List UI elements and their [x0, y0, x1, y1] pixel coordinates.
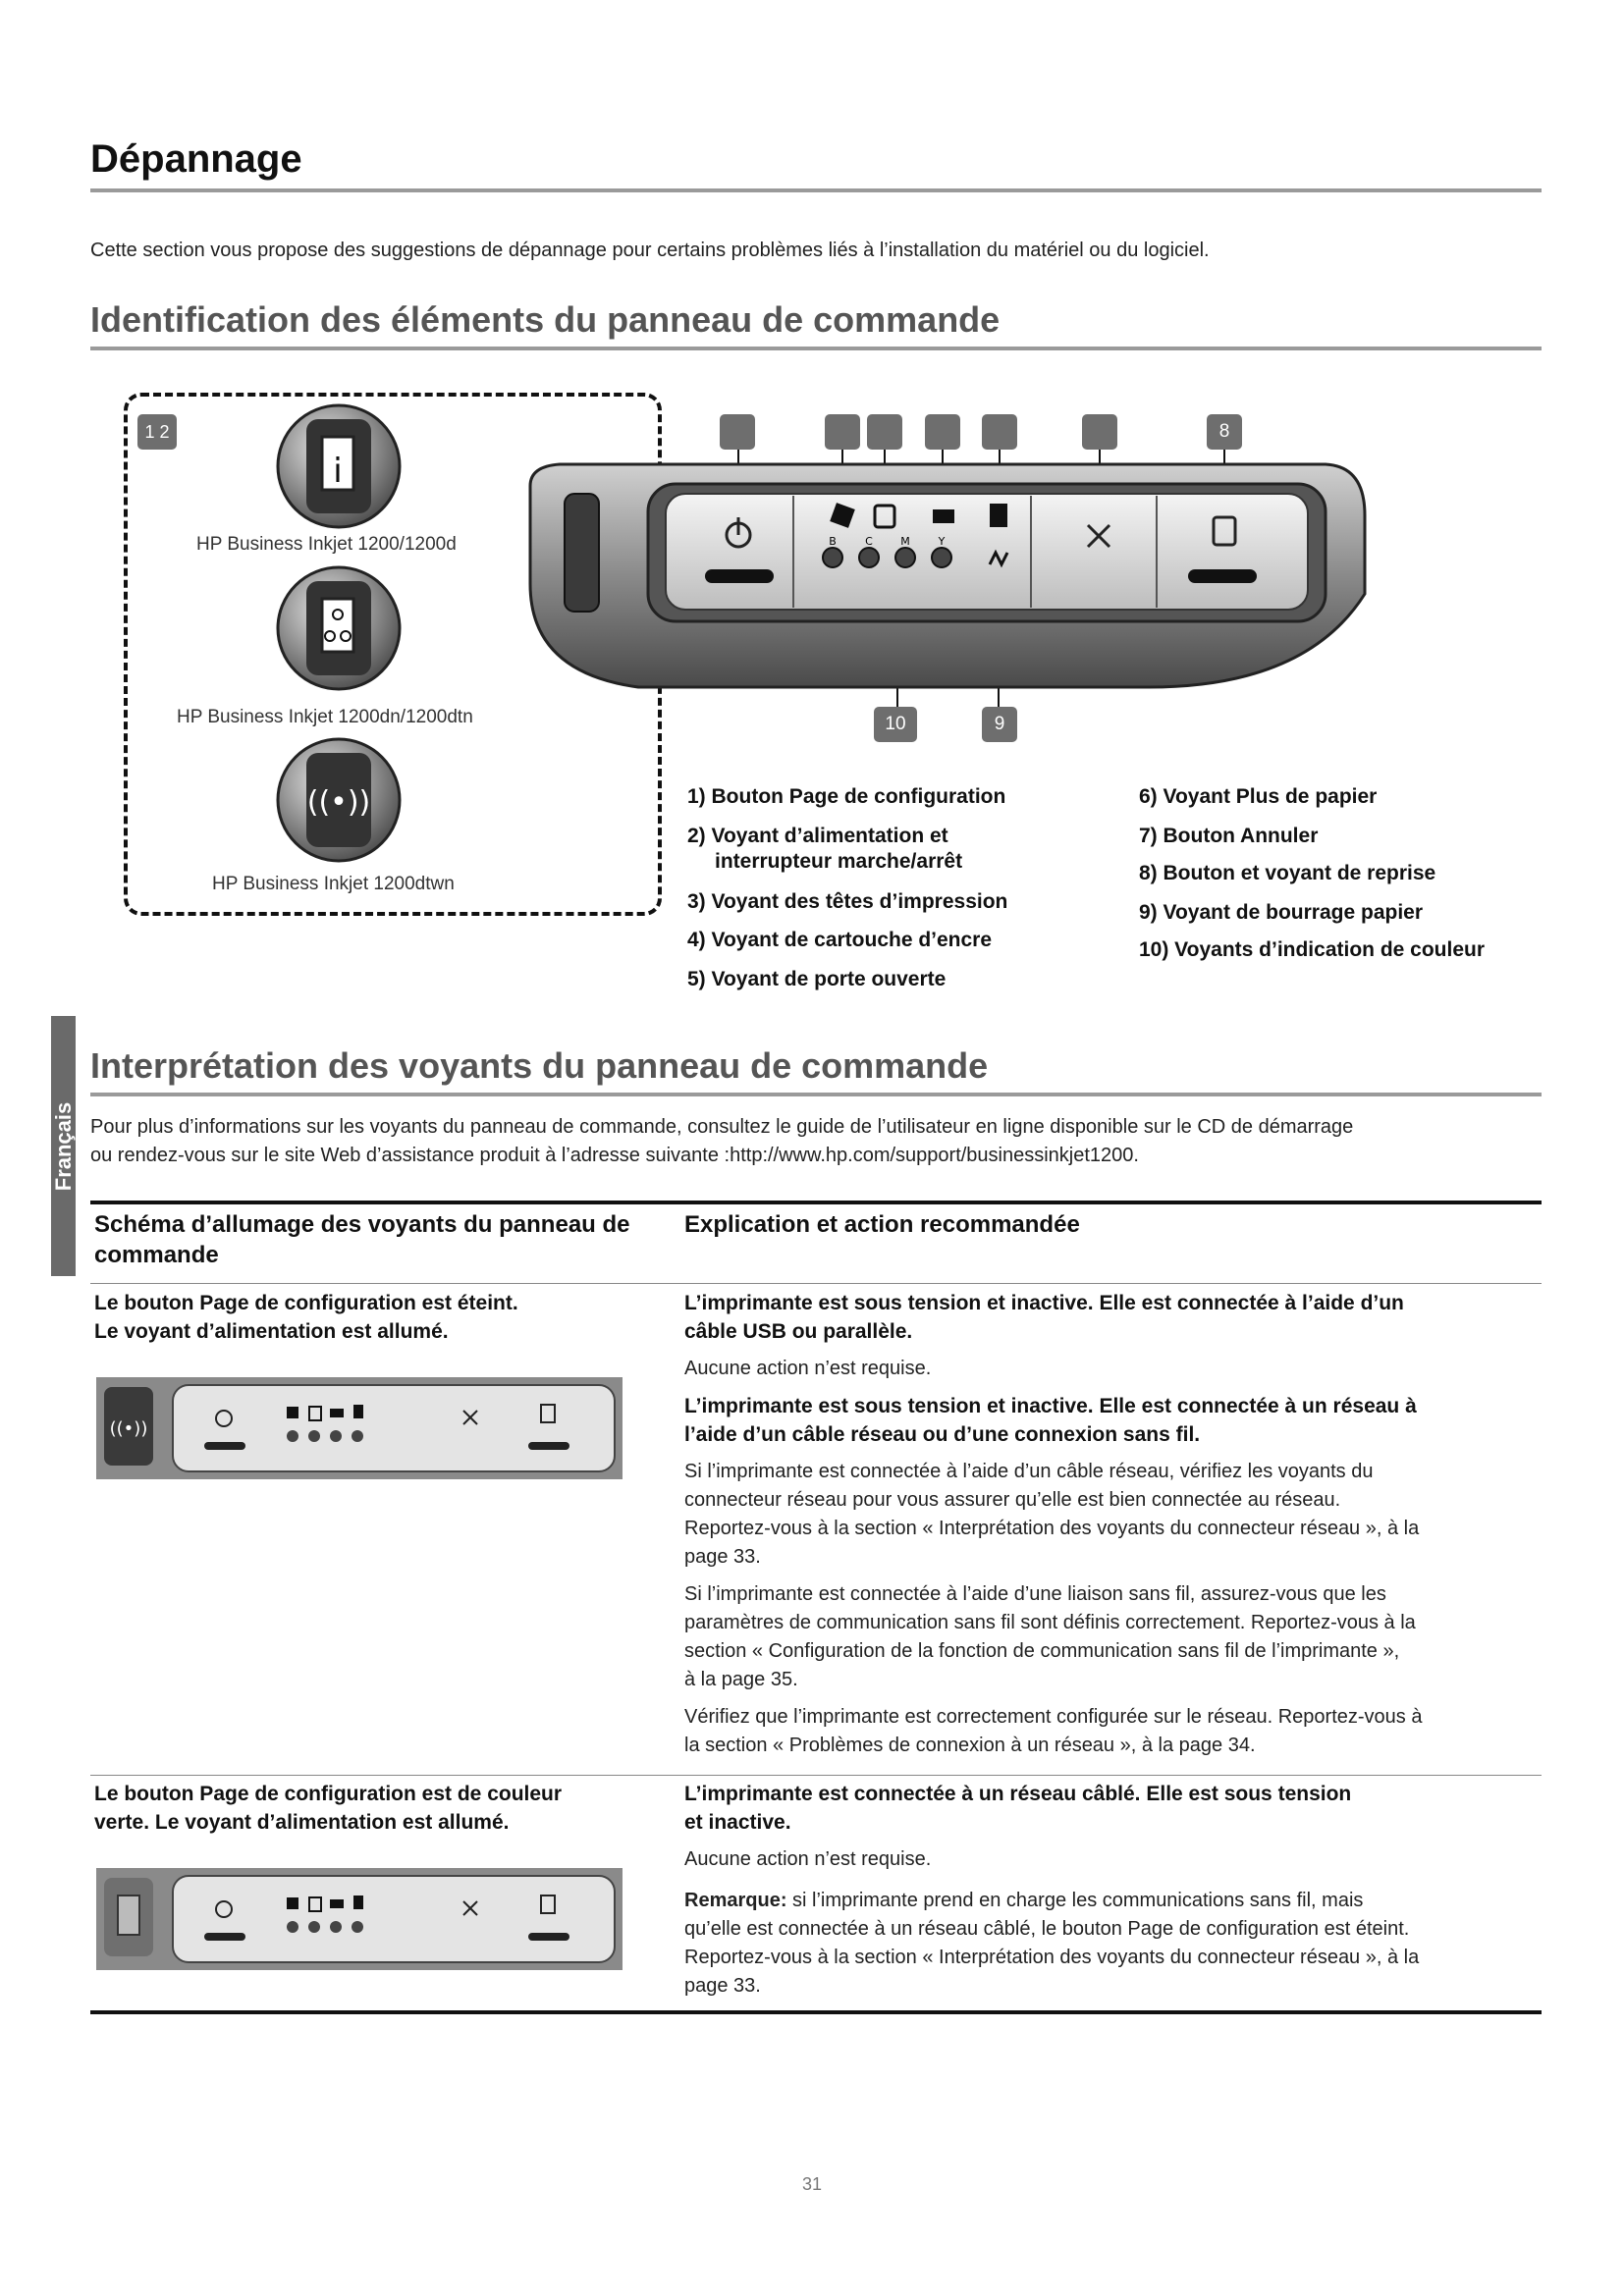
callout-3: [825, 414, 860, 450]
table-top-rule: [90, 1201, 1542, 1204]
network-config-icon: [278, 567, 400, 689]
row2-note-l3: Reportez-vous à la section « Interprétation des voyants du connecteur réseau », à la: [684, 1947, 1420, 1968]
legend-item-8: 8) Bouton et voyant de reprise: [1139, 862, 1436, 884]
row1-normal2-l3: Reportez-vous à la section « Interprétation des voyants du connecteur réseau », à la: [684, 1518, 1420, 1539]
language-side-tab: [51, 1016, 76, 1276]
callout-10: 10: [874, 707, 917, 742]
config-page-icon: [278, 405, 400, 527]
legend-item-2: 2) Voyant d’alimentation et: [687, 825, 948, 847]
language-label: Français: [50, 1101, 76, 1191]
svg-text:((•)): ((•)): [109, 1418, 148, 1439]
legend-item-3: 3) Voyant des têtes d’impression: [687, 890, 1008, 913]
callout-12: 1 2: [137, 414, 177, 450]
title-rule: [90, 188, 1542, 192]
row1-normal1: Aucune action n’est requise.: [684, 1358, 932, 1379]
row1-normal2-l1: Si l’imprimante est connectée à l’aide d’un câble réseau, vérifiez les voyants du: [684, 1461, 1374, 1482]
model-label-1200dn: HP Business Inkjet 1200dn/1200dtn: [177, 707, 473, 727]
note-label: Remarque:: [684, 1890, 787, 1911]
model-button-icons: [265, 398, 422, 869]
table-row-rule: [90, 1775, 1542, 1776]
control-panel-illustration: [520, 407, 1384, 761]
callout-9: 9: [982, 707, 1017, 742]
ink-letter-m: M: [900, 535, 910, 548]
ink-letter-c: C: [865, 535, 873, 548]
row2-left-l1: Le bouton Page de configuration est de couleur: [94, 1783, 563, 1805]
callout-6: [982, 414, 1017, 450]
callout-7: [1082, 414, 1117, 450]
table-bottom-rule: [90, 2010, 1542, 2014]
row1-normal3-l1: Si l’imprimante est connectée à l’aide d’une liaison sans fil, assurez-vous que les: [684, 1583, 1386, 1605]
wireless-icon: [278, 739, 400, 861]
table-header-col1-l2: commande: [94, 1242, 219, 1268]
row2-left-l2: verte. Le voyant d’alimentation est allumé.: [94, 1811, 510, 1834]
row1-bold1-l1: L’imprimante est sous tension et inactive. Elle est connectée à l’aide d’un: [684, 1292, 1404, 1314]
legend-item-10: 10) Voyants d’indication de couleur: [1139, 938, 1486, 961]
row1-normal4-l1: Vérifiez que l’imprimante est correctement configurée sur le réseau. Reportez-vous à: [684, 1706, 1423, 1728]
row2-panel-thumbnail: [96, 1868, 623, 1970]
svg-text:((•)): ((•)): [306, 785, 371, 820]
row1-normal2-l4: page 33.: [684, 1546, 761, 1568]
ink-letter-y: Y: [938, 535, 946, 548]
note-text: si l’imprimante prend en charge les communications sans fil, mais: [786, 1890, 1364, 1911]
row2-bold1-l2: et inactive.: [684, 1811, 791, 1834]
callout-5: [925, 414, 960, 450]
legend-item-4: 4) Voyant de cartouche d’encre: [687, 929, 993, 951]
row1-bold1-l2: câble USB ou parallèle.: [684, 1320, 913, 1343]
section2-title: Interprétation des voyants du panneau de commande: [90, 1045, 989, 1086]
legend-item-5: 5) Voyant de porte ouverte: [687, 968, 947, 990]
table-header-col1-l1: Schéma d’allumage des voyants du panneau de: [94, 1211, 630, 1238]
section2-para-line1: Pour plus d’informations sur les voyants du panneau de commande, consultez le guide de l’utilisateur en ligne disponible sur le CD de démarrage: [90, 1116, 1354, 1138]
row1-bold2-l2: l’aide d’un câble réseau ou d’une connexion sans fil.: [684, 1423, 1201, 1446]
legend-item-9: 9) Voyant de bourrage papier: [1139, 901, 1424, 924]
callout-2: [720, 414, 755, 450]
legend-item-1: 1) Bouton Page de configuration: [687, 785, 1006, 808]
section2-rule: [90, 1093, 1542, 1096]
table-header-col2: Explication et action recommandée: [684, 1211, 1080, 1238]
row1-normal3-l4: à la page 35.: [684, 1669, 798, 1690]
section2-para-line2: ou rendez-vous sur le site Web d’assistance produit à l’adresse suivante :http://www.hp.com/support/businessinkjet1200.: [90, 1145, 1139, 1166]
row2-note-l1: [684, 1887, 1363, 1915]
row1-normal2-l2: connecteur réseau pour vous assurer qu’elle est bien connectée au réseau.: [684, 1489, 1341, 1511]
row1-normal4-l2: la section « Problèmes de connexion à un réseau », à la page 34.: [684, 1735, 1256, 1756]
ink-letter-b: B: [829, 535, 837, 548]
model-label-1200dtwn: HP Business Inkjet 1200dtwn: [212, 874, 455, 894]
intro-text: Cette section vous propose des suggestions de dépannage pour certains problèmes liés à l’installation du matériel ou du logiciel.: [90, 240, 1210, 261]
model-label-1200: HP Business Inkjet 1200/1200d: [196, 534, 457, 555]
callout-8: 8: [1207, 414, 1242, 450]
legend-item-7: 7) Bouton Annuler: [1139, 825, 1319, 847]
row1-panel-thumbnail: [96, 1377, 623, 1479]
row2-note-l2: qu’elle est connectée à un réseau câblé, le bouton Page de configuration est éteint.: [684, 1918, 1410, 1940]
row1-bold2-l1: L’imprimante est sous tension et inactive. Elle est connectée à un réseau à: [684, 1395, 1417, 1417]
page-title: Dépannage: [90, 137, 302, 181]
row1-left-l2: Le voyant d’alimentation est allumé.: [94, 1320, 449, 1343]
row2-note-l4: page 33.: [684, 1975, 761, 1997]
section1-title: Identification des éléments du panneau de commande: [90, 299, 1001, 340]
page-number: 31: [801, 2174, 823, 2194]
legend-item-6: 6) Voyant Plus de papier: [1139, 785, 1378, 808]
row2-normal1: Aucune action n’est requise.: [684, 1848, 932, 1870]
section1-rule: [90, 347, 1542, 350]
row1-left-l1: Le bouton Page de configuration est éteint.: [94, 1292, 518, 1314]
svg-text:i: i: [333, 452, 343, 491]
legend-item-2-cont: interrupteur marche/arrêt: [715, 850, 963, 873]
callout-4: [867, 414, 902, 450]
row2-bold1-l1: L’imprimante est connectée à un réseau câblé. Elle est sous tension: [684, 1783, 1352, 1805]
table-header-rule: [90, 1283, 1542, 1284]
row1-normal3-l3: section « Configuration de la fonction de communication sans fil de l’imprimante »,: [684, 1640, 1400, 1662]
row1-normal3-l2: paramètres de communication sans fil sont définis correctement. Reportez-vous à la: [684, 1612, 1416, 1633]
